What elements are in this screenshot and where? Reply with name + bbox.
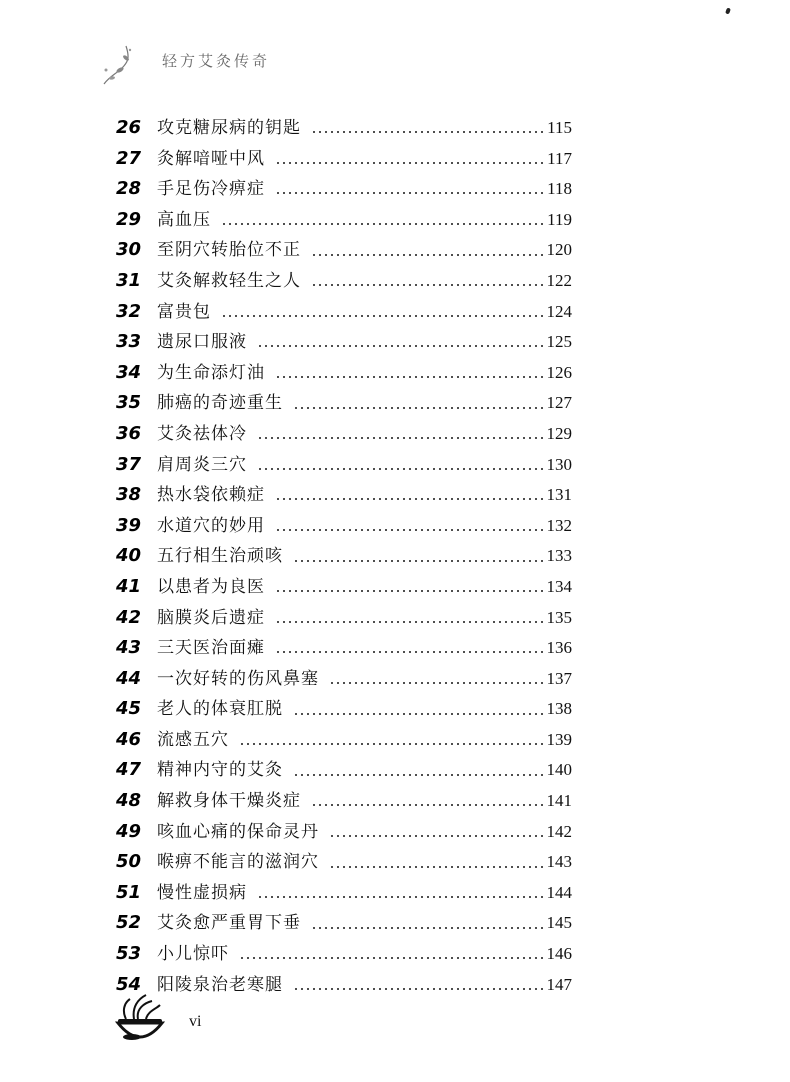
toc-entry xyxy=(116,939,572,970)
toc-entry-page: 142 xyxy=(546,821,572,841)
toc-entry-title: 以患者为良医 xyxy=(157,576,265,597)
toc-entry-number: 30 xyxy=(116,239,142,261)
dot-leader xyxy=(329,835,545,837)
toc-entry-title: 高血压 xyxy=(157,209,211,230)
dot-leader xyxy=(239,957,545,959)
dot-leader xyxy=(311,254,545,256)
toc-entry xyxy=(116,664,572,695)
toc-entry-number: 46 xyxy=(116,728,142,750)
toc-entry-title: 解救身体干燥炎症 xyxy=(157,791,301,812)
toc-entry-title: 肩周炎三穴 xyxy=(157,454,247,475)
toc-entry-page: 130 xyxy=(546,454,572,474)
dot-leader xyxy=(329,682,545,684)
toc-entry xyxy=(116,694,572,725)
toc-entry-page: 129 xyxy=(546,423,572,443)
toc-entry xyxy=(116,205,572,236)
corner-mark xyxy=(725,7,731,14)
toc-entry-title: 老人的体衰肛脱 xyxy=(157,699,283,720)
toc-entry-title: 慢性虚损病 xyxy=(157,882,247,903)
toc-entry-page: 135 xyxy=(546,607,572,627)
toc-entry-title: 脑膜炎后遗症 xyxy=(157,607,265,628)
toc-entry xyxy=(116,358,572,389)
toc-entry xyxy=(116,572,572,603)
toc-entry-number: 39 xyxy=(116,514,142,536)
toc-entry-number: 42 xyxy=(116,606,142,628)
toc-entry-title: 艾灸祛体冷 xyxy=(157,423,247,444)
toc-entry-page: 126 xyxy=(546,362,572,382)
toc-entry xyxy=(116,327,572,358)
toc-entry xyxy=(116,725,572,756)
toc-entry xyxy=(116,878,572,909)
dot-leader xyxy=(293,774,545,776)
dot-leader xyxy=(257,437,545,439)
toc-entry-title: 攻克糖尿病的钥匙 xyxy=(157,118,301,138)
toc-entry xyxy=(116,633,572,664)
toc-entry-title: 咳血心痛的保命灵丹 xyxy=(157,821,319,842)
toc-entry-page: 115 xyxy=(547,118,572,137)
toc-entry-number: 36 xyxy=(116,422,142,444)
dot-leader xyxy=(275,651,545,653)
dot-leader xyxy=(275,529,545,531)
toc-entry xyxy=(116,480,572,511)
toc-entry-page: 147 xyxy=(546,974,572,994)
toc-entry xyxy=(116,847,572,878)
toc-entry xyxy=(116,603,572,634)
toc-entry-title: 至阴穴转胎位不正 xyxy=(157,240,301,261)
toc-entry-number: 48 xyxy=(116,790,142,812)
toc-entry-title: 精神内守的艾灸 xyxy=(157,760,283,781)
dot-leader xyxy=(293,713,545,715)
toc-entry-page: 143 xyxy=(546,852,572,872)
dot-leader xyxy=(239,743,545,745)
toc-entry-title: 为生命添灯油 xyxy=(157,362,265,383)
toc-entry-number: 53 xyxy=(116,943,142,965)
toc-entry-page: 134 xyxy=(546,576,572,596)
running-header xyxy=(100,40,360,90)
table-of-contents xyxy=(116,113,572,1000)
toc-entry-page: 137 xyxy=(546,668,572,688)
toc-entry-number: 37 xyxy=(116,453,142,475)
toc-entry-title: 流感五穴 xyxy=(157,729,229,750)
toc-entry xyxy=(116,266,572,297)
toc-entry-page: 139 xyxy=(546,729,572,749)
toc-entry xyxy=(116,419,572,450)
toc-entry-number: 45 xyxy=(116,698,142,720)
dot-leader xyxy=(293,988,545,990)
toc-entry-number: 43 xyxy=(116,637,142,659)
toc-entry-page: 119 xyxy=(547,209,572,229)
toc-entry-title: 艾灸愈严重胃下垂 xyxy=(157,913,301,934)
toc-entry-title: 三天医治面瘫 xyxy=(157,638,265,659)
toc-entry xyxy=(116,786,572,817)
toc-entry-title: 遗尿口服液 xyxy=(157,332,247,353)
toc-entry-title: 富贵包 xyxy=(157,301,211,322)
toc-entry-title: 阳陵泉治老寒腿 xyxy=(157,974,283,995)
toc-entry xyxy=(116,297,572,328)
dot-leader xyxy=(275,192,545,194)
toc-entry xyxy=(116,817,572,848)
toc-entry-number: 41 xyxy=(116,575,142,597)
toc-entry xyxy=(116,235,572,266)
toc-entry-number: 31 xyxy=(116,269,142,291)
toc-entry-page: 122 xyxy=(546,270,572,290)
toc-entry-page: 117 xyxy=(547,148,572,168)
toc-entry-title: 五行相生治顽咳 xyxy=(157,546,283,567)
toc-entry-page: 145 xyxy=(546,913,572,933)
herb-bowl-logo-icon xyxy=(112,993,168,1047)
toc-entry-number: 32 xyxy=(116,300,142,322)
toc-entry-title: 艾灸解救轻生之人 xyxy=(157,270,301,291)
dot-leader xyxy=(221,315,545,317)
toc-entry xyxy=(116,174,572,205)
dot-leader xyxy=(275,376,545,378)
toc-entry-page: 138 xyxy=(546,699,572,719)
toc-entry xyxy=(116,755,572,786)
toc-entry xyxy=(116,388,572,419)
toc-entry-title: 灸解喑哑中风 xyxy=(157,148,265,169)
toc-entry-page: 141 xyxy=(546,791,572,811)
dot-leader xyxy=(293,407,545,409)
toc-entry xyxy=(116,908,572,939)
toc-entry-title: 喉痹不能言的滋润穴 xyxy=(157,852,319,873)
toc-entry-number: 47 xyxy=(116,759,142,781)
toc-entry-page: 144 xyxy=(546,882,572,902)
toc-entry-page: 140 xyxy=(546,760,572,780)
toc-entry xyxy=(116,144,572,175)
toc-entry-number: 28 xyxy=(116,178,142,200)
toc-entry-page: 127 xyxy=(546,393,572,413)
toc-entry-page: 131 xyxy=(546,485,572,505)
toc-entry-page: 132 xyxy=(546,515,572,535)
toc-entry-number: 52 xyxy=(116,912,142,934)
toc-entry-number: 35 xyxy=(116,392,142,414)
dot-leader xyxy=(311,284,545,286)
toc-entry-page: 136 xyxy=(546,638,572,658)
toc-entry-page: 125 xyxy=(546,332,572,352)
dot-leader xyxy=(257,345,545,347)
toc-entry xyxy=(116,511,572,542)
toc-entry-title: 手足伤冷痹症 xyxy=(157,179,265,200)
dot-leader xyxy=(275,590,545,592)
toc-entry xyxy=(116,113,572,144)
dot-leader xyxy=(329,866,545,868)
toc-entry-number: 29 xyxy=(116,208,142,230)
toc-entry xyxy=(116,450,572,481)
toc-entry-title: 水道穴的妙用 xyxy=(157,515,265,536)
dot-leader xyxy=(293,560,545,562)
toc-entry-title: 热水袋依赖症 xyxy=(157,485,265,506)
toc-entry-number: 44 xyxy=(116,667,142,689)
toc-entry-title: 肺癌的奇迹重生 xyxy=(157,393,283,414)
dot-leader xyxy=(257,896,545,898)
dot-leader xyxy=(275,498,545,500)
toc-entry xyxy=(116,970,572,1001)
header-title: 轻方艾灸传奇 xyxy=(162,52,271,70)
toc-entry-number: 50 xyxy=(116,851,142,873)
toc-entry-number: 34 xyxy=(116,361,142,383)
toc-entry-page: 146 xyxy=(546,944,572,964)
toc-entry-page: 120 xyxy=(546,240,572,260)
toc-entry-page: 124 xyxy=(546,301,572,321)
dot-leader xyxy=(257,468,545,470)
toc-entry-page: 133 xyxy=(546,546,572,566)
dot-leader xyxy=(275,621,545,623)
dot-leader xyxy=(311,131,545,133)
toc-entry-number: 26 xyxy=(116,117,142,138)
toc-entry-number: 40 xyxy=(116,545,142,567)
toc-entry-number: 33 xyxy=(116,331,142,353)
page-number: vi xyxy=(189,1013,202,1030)
toc-entry xyxy=(116,541,572,572)
toc-entry-number: 54 xyxy=(116,973,142,995)
toc-entry-title: 一次好转的伤风鼻塞 xyxy=(157,668,319,689)
toc-entry-number: 27 xyxy=(116,147,142,169)
dot-leader xyxy=(311,804,545,806)
dot-leader xyxy=(221,223,545,225)
toc-entry-title: 小儿惊吓 xyxy=(157,944,229,965)
toc-entry-number: 49 xyxy=(116,820,142,842)
toc-entry-page: 118 xyxy=(547,179,572,199)
dot-leader xyxy=(311,927,545,929)
vine-ornament-icon xyxy=(100,40,160,90)
toc-entry-number: 38 xyxy=(116,484,142,506)
dot-leader xyxy=(275,162,545,164)
toc-entry-number: 51 xyxy=(116,881,142,903)
